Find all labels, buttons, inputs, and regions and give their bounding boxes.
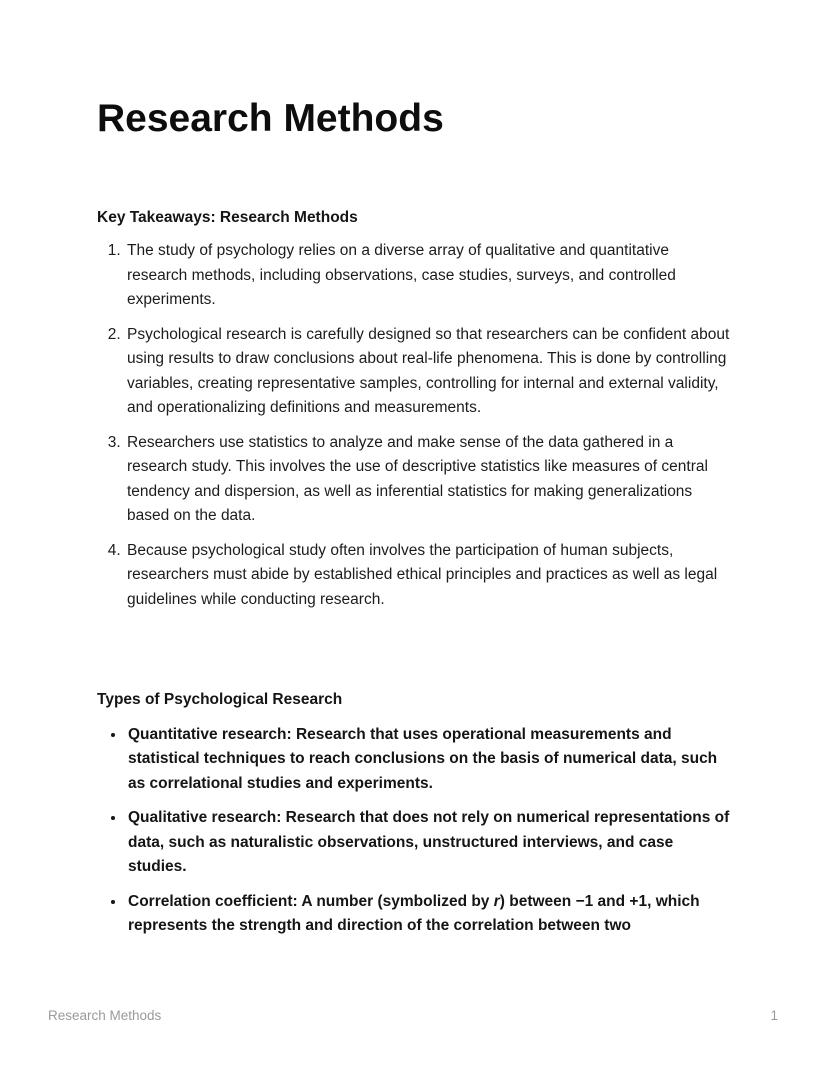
list-item-text: Quantitative research: Research that uses operational measurements and statistical techniques to reach conclusions on the basis of numerical data, such as correlational studies and experiments. [128, 725, 718, 792]
list-item-italic: r [493, 892, 500, 910]
list-item-text: Psychological research is carefully designed so that researchers can be confident about using results to draw conclusions about real-life phenomena. This is done by controlling variables, creating representative samples, controlling for internal and external validity, and operationalizing definitions and measurements. [127, 325, 730, 417]
key-takeaways-heading: Key Takeaways: Research Methods [97, 208, 358, 226]
footer-page-number: 1 [770, 1008, 778, 1023]
page-title: Research Methods [97, 97, 444, 140]
list-item-text: The study of psychology relies on a diverse array of qualitative and quantitative research methods, including observations, case studies, surveys, and controlled experiments. [127, 242, 676, 309]
list-item [125, 431, 731, 529]
list-item [126, 890, 731, 939]
page-footer [48, 1006, 778, 1026]
list-item [125, 323, 731, 421]
list-item-text: Researchers use statistics to analyze and make sense of the data gathered in a research study. This involves the use of descriptive statistics like measures of central tendency and dispersion, as well as inferential statistics for making generalizations based on the data. [127, 433, 708, 525]
list-item [125, 539, 731, 613]
types-of-research-heading: Types of Psychological Research [97, 691, 343, 709]
types-of-research-list [97, 723, 731, 939]
list-item [125, 239, 731, 313]
key-takeaways-list [97, 239, 731, 612]
list-item-text: Correlation coefficient: A number (symbolized by [128, 892, 494, 910]
list-item [126, 806, 731, 880]
list-item-text: ) between −1 and +1, which represents the strength and direction of the correlation between two [128, 892, 700, 935]
footer-document-name: Research Methods [48, 1008, 162, 1023]
list-item-text: Because psychological study often involves the participation of human subjects, researchers must abide by established ethical principles and practices as well as legal guidelines while conducting research. [127, 541, 718, 608]
list-item [126, 723, 731, 797]
list-item-text: Qualitative research: Research that does not rely on numerical representations of data, such as naturalistic observations, unstructured interviews, and case studies. [128, 809, 730, 876]
